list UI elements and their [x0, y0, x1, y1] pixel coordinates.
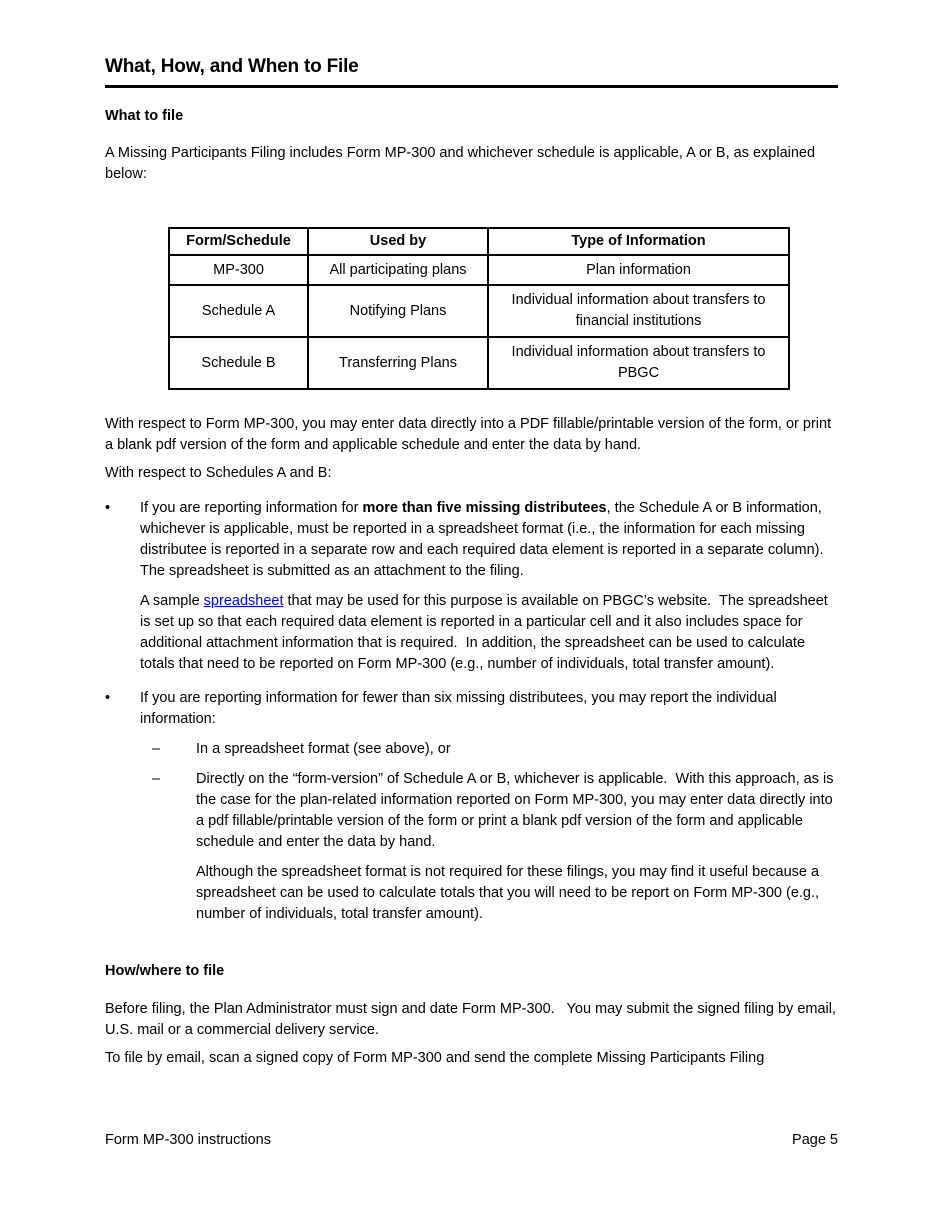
bullet-text-post: , the Schedule A or B information, whichever is applicable, must be reported in a spreadsheet format (i.e., the information for each missing distributee is reported in a separate row and each required data element is reported in a separate column). The spreadsheet is submitted as an attachment to the filing. — [140, 500, 832, 579]
bullet-text-pre: If you are reporting information for — [140, 500, 363, 516]
sub-bullet-text: In a spreadsheet format (see above), or — [196, 741, 451, 757]
table-cell: Individual information about transfers to financial institutions — [488, 285, 789, 337]
table-cell: Transferring Plans — [308, 337, 488, 389]
table-row — [169, 285, 789, 337]
although-paragraph: Although the spreadsheet format is not required for these filings, you may find it useful because a spreadsheet can be used to calculate totals that you will need to be report on Form MP-300 (e.g., number of individuals, total transfer amount). — [196, 864, 824, 922]
bullet-item-fewer-than-six — [105, 688, 838, 730]
sub-bullet-form-version — [152, 769, 838, 853]
sample-spreadsheet-paragraph — [140, 591, 838, 675]
table-header-form-schedule: Form/Schedule — [169, 228, 308, 255]
table-row — [169, 337, 789, 389]
form-mp300-paragraph: With respect to Form MP-300, you may enter data directly into a PDF fillable/printable version of the form, or print a blank pdf version of the form and applicable schedule and enter the data by hand. — [105, 416, 836, 453]
sample-pre: A sample — [140, 593, 204, 609]
page-content — [105, 0, 841, 1069]
sub-bullet-spreadsheet-format — [152, 739, 838, 760]
before-filing-paragraph: Before filing, the Plan Administrator must sign and date Form MP-300. You may submit the signed filing by email, U.S. mail or a commercial delivery service. — [105, 1001, 841, 1038]
bullet-text — [140, 498, 838, 582]
table-header-row — [169, 228, 789, 255]
title-rule — [105, 85, 838, 88]
table-header-type-of-information: Type of Information — [488, 228, 789, 255]
bullet-text: If you are reporting information for fewer than six missing distributees, you may report the individual information: — [140, 690, 781, 727]
page-footer — [105, 1130, 838, 1151]
table-cell: Plan information — [488, 255, 789, 285]
table-header-used-by: Used by — [308, 228, 488, 255]
table-cell: Notifying Plans — [308, 285, 488, 337]
dash-icon: – — [152, 741, 161, 757]
bullet-item-more-than-five — [105, 498, 838, 582]
footer-document-name: Form MP-300 instructions — [105, 1132, 271, 1148]
table-cell: All participating plans — [308, 255, 488, 285]
table-row — [169, 255, 789, 285]
intro-paragraph: A Missing Participants Filing includes Form MP-300 and whichever schedule is applicable, A or B, as explained below: — [105, 145, 820, 182]
schedules-paragraph: With respect to Schedules A and B: — [105, 465, 332, 481]
forms-schedule-table — [168, 227, 790, 390]
bullet-icon: • — [105, 690, 111, 706]
sub-bullet-text: Directly on the “form-version” of Schedule A or B, whichever is applicable. With this approach, as is the case for the plan-related information reported on Form MP-300, you may enter data directly into a pdf fillable/printable version of the form or print a blank pdf version of the form and applicable schedule and enter the data by hand. — [196, 771, 838, 850]
footer-page-number: Page 5 — [792, 1132, 838, 1148]
page-title: What, How, and When to File — [105, 56, 359, 77]
what-to-file-heading: What to file — [105, 108, 184, 124]
table-cell: Individual information about transfers to PBGC — [488, 337, 789, 389]
file-by-email-paragraph: To file by email, scan a signed copy of Form MP-300 and send the complete Missing Participants Filing — [105, 1050, 765, 1066]
table-cell: Schedule A — [169, 285, 308, 337]
bullet-text-bold: more than five missing distributees — [362, 500, 607, 516]
spreadsheet-link[interactable]: spreadsheet — [203, 593, 284, 609]
sample-post: that may be used for this purpose is available on PBGC’s website. The spreadsheet is set up so that each required data element is reported in a particular cell and it also includes space for additional attachment information that is required. In addition, the spreadsheet can be used to calculate totals that need to be reported on Form MP-300 (e.g., number of individuals, total transfer amount). — [140, 593, 832, 672]
dash-icon: – — [152, 771, 161, 787]
table-cell: MP-300 — [169, 255, 308, 285]
how-where-to-file-heading: How/where to file — [105, 963, 225, 979]
bullet-icon: • — [105, 500, 111, 516]
table-cell: Schedule B — [169, 337, 308, 389]
